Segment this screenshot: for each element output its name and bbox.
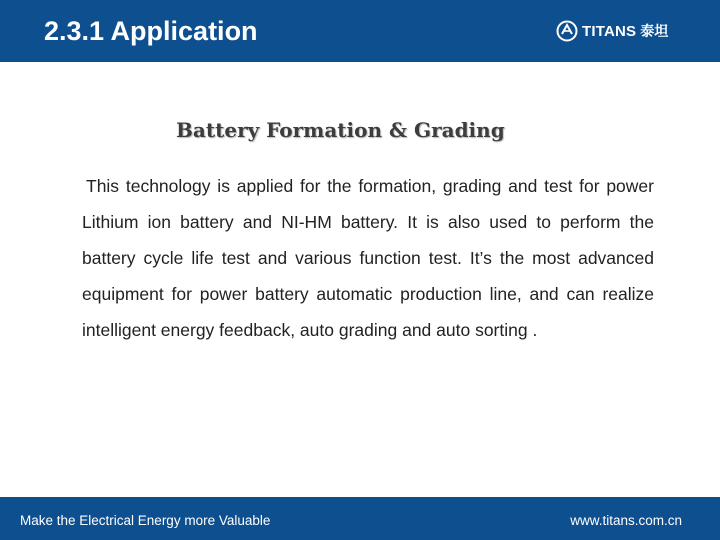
- header-bar: [0, 0, 720, 62]
- body-paragraph: This technology is applied for the formation, grading and test for power Lithium ion battery and NI-HM battery. It is also used to perform the battery cycle life test and various function test. It’s the most advanced equipment for power battery automatic production line, and can realize intelligent energy feedback, auto grading and auto sorting .: [82, 176, 654, 340]
- footer-bar: [0, 497, 720, 540]
- titans-logo: [556, 18, 668, 44]
- logo-text: TITANS: [582, 22, 637, 40]
- footer-slogan: Make the Electrical Energy more Valuable: [20, 513, 271, 528]
- titans-logo-icon: [556, 20, 578, 42]
- footer-url: www.titans.com.cn: [570, 513, 682, 528]
- slide-title: 2.3.1 Application: [44, 16, 258, 46]
- section-subtitle: Battery Formation & Grading: [176, 118, 505, 142]
- logo-cn-text: 泰坦: [640, 24, 669, 40]
